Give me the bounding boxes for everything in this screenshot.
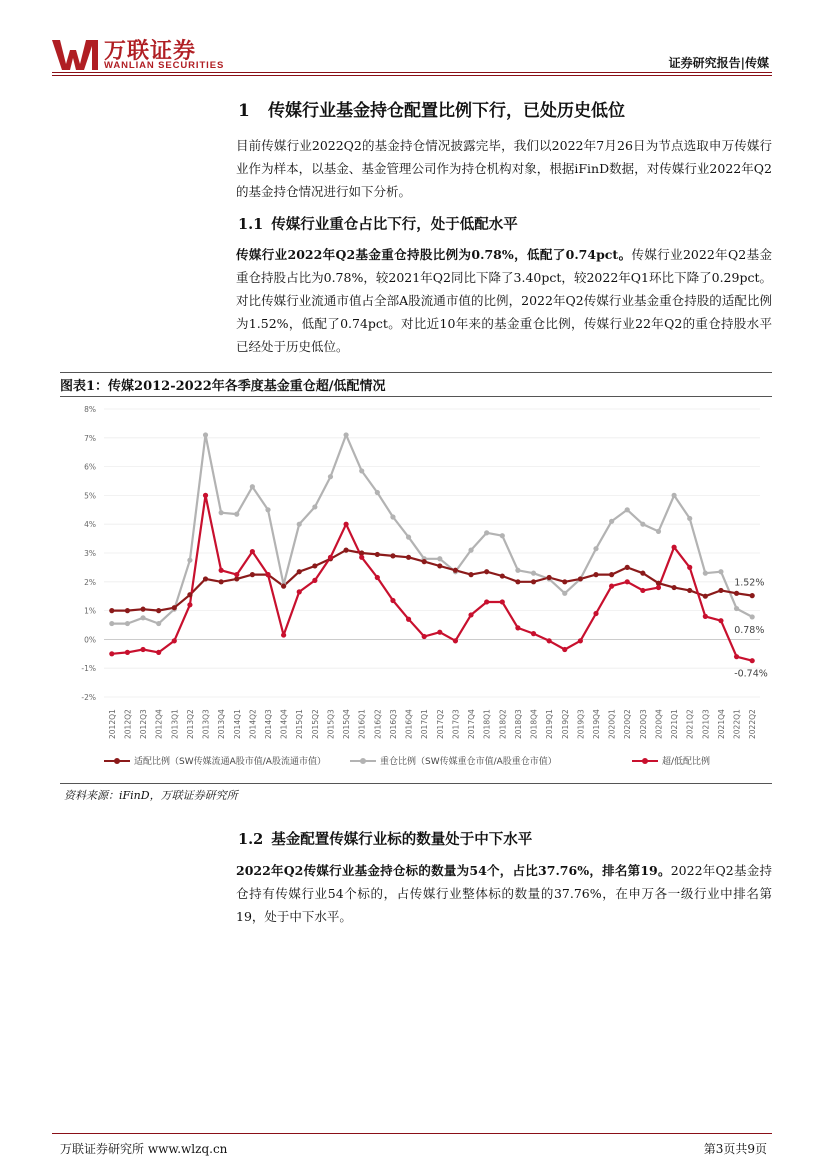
- data-point: [484, 569, 489, 574]
- data-point: [375, 575, 380, 580]
- data-point: [562, 647, 567, 652]
- legend-label: 适配比例（SW传媒流通A股市值/A股流通市值）: [134, 757, 326, 767]
- x-tick-label: 2022Q1: [732, 709, 742, 739]
- data-point: [437, 556, 442, 561]
- data-point: [718, 588, 723, 593]
- data-point: [172, 605, 177, 610]
- x-tick-label: 2013Q2: [185, 709, 195, 739]
- x-tick-label: 2018Q3: [513, 709, 523, 739]
- data-point: [515, 625, 520, 630]
- data-point: [422, 559, 427, 564]
- x-tick-label: 2013Q4: [217, 709, 227, 739]
- x-tick-label: 2019Q4: [592, 709, 601, 739]
- data-point: [531, 571, 536, 576]
- section-1-2-title: 基金配置传媒行业标的数量处于中下水平: [271, 831, 533, 848]
- figure-bottom-rule: [60, 783, 772, 784]
- data-point: [625, 579, 630, 584]
- section-1-2-paragraph: [236, 859, 772, 928]
- x-tick-label: 2021Q4: [716, 709, 726, 739]
- x-tick-label: 2016Q3: [388, 709, 398, 739]
- data-point: [640, 522, 645, 527]
- x-tick-label: 2017Q4: [467, 709, 477, 739]
- data-point: [468, 572, 473, 577]
- y-tick-label: 0%: [84, 635, 96, 645]
- x-tick-label: 2020Q3: [638, 709, 648, 739]
- data-point: [187, 602, 192, 607]
- legend-marker: [114, 758, 120, 764]
- data-point: [219, 510, 224, 515]
- data-point: [125, 650, 130, 655]
- data-point: [343, 432, 348, 437]
- x-tick-label: 2015Q3: [326, 709, 336, 739]
- x-tick-label: 2017Q3: [451, 709, 461, 739]
- report-type: 证券研究报告|传媒: [668, 56, 769, 70]
- y-tick-label: 5%: [84, 491, 96, 501]
- data-point: [718, 569, 723, 574]
- x-tick-label: 2017Q2: [435, 709, 445, 739]
- x-tick-label: 2013Q1: [170, 709, 180, 739]
- figure-title: 图表1：传媒2012-2022年各季度基金重仓超/低配情况: [60, 372, 772, 397]
- data-point: [437, 630, 442, 635]
- section-1-1-title: 传媒行业重仓占比下行，处于低配水平: [271, 216, 518, 233]
- data-point: [297, 589, 302, 594]
- x-tick-label: 2022Q2: [748, 709, 758, 739]
- data-point: [640, 571, 645, 576]
- footer-divider: [52, 1133, 772, 1134]
- data-point: [484, 599, 489, 604]
- data-point: [468, 548, 473, 553]
- data-point: [609, 519, 614, 524]
- data-point: [671, 493, 676, 498]
- header-divider-thin: [52, 75, 772, 76]
- data-point: [593, 572, 598, 577]
- data-point: [359, 555, 364, 560]
- section-1-title: 传媒行业基金持仓配置比例下行，已处历史低位: [268, 101, 625, 121]
- data-point: [328, 555, 333, 560]
- y-tick-label: 3%: [84, 549, 96, 558]
- data-point: [750, 658, 755, 663]
- footer-website: 万联证券研究所 www.wlzq.cn: [60, 1142, 228, 1156]
- section-1-1-paragraph: [236, 243, 772, 358]
- data-point: [578, 576, 583, 581]
- section-1-1-heading: [238, 213, 518, 234]
- x-tick-label: 2014Q1: [232, 709, 242, 739]
- data-point: [140, 615, 145, 620]
- data-point: [281, 632, 286, 637]
- data-point: [687, 516, 692, 521]
- data-point: [219, 579, 224, 584]
- x-tick-label: 2016Q1: [357, 709, 367, 739]
- data-point: [453, 568, 458, 573]
- data-point: [297, 522, 302, 527]
- data-point: [234, 572, 239, 577]
- data-point: [406, 617, 411, 622]
- data-point: [125, 621, 130, 626]
- y-tick-label: -1%: [81, 664, 96, 674]
- x-tick-label: 2019Q1: [545, 709, 555, 739]
- data-point: [156, 608, 161, 613]
- x-tick-label: 2012Q2: [123, 709, 133, 739]
- data-point: [281, 584, 286, 589]
- data-label: -0.74%: [734, 668, 768, 680]
- logo-english-text: WANLIAN SECURITIES: [104, 60, 225, 71]
- data-point: [422, 634, 427, 639]
- data-point: [468, 612, 473, 617]
- x-tick-label: 2012Q4: [154, 709, 164, 739]
- y-tick-label: 1%: [84, 606, 96, 616]
- data-point: [250, 484, 255, 489]
- data-point: [328, 474, 333, 479]
- x-tick-label: 2015Q4: [342, 709, 352, 739]
- x-tick-label: 2021Q1: [670, 709, 680, 739]
- series-line-1: [112, 435, 752, 624]
- section-1-2-lead: 2022年Q2传媒行业基金持仓标的数量为54个，占比37.76%，排名第19。: [236, 863, 671, 878]
- x-tick-label: 2012Q3: [139, 709, 149, 739]
- data-point: [734, 606, 739, 611]
- data-point: [312, 578, 317, 583]
- data-point: [109, 621, 114, 626]
- data-point: [140, 607, 145, 612]
- x-tick-label: 2016Q4: [404, 709, 414, 739]
- data-point: [500, 599, 505, 604]
- x-tick-label: 2019Q3: [576, 709, 586, 739]
- data-point: [453, 638, 458, 643]
- y-tick-label: 6%: [84, 462, 96, 472]
- x-tick-label: 2021Q2: [685, 709, 695, 739]
- x-tick-label: 2021Q3: [701, 709, 711, 739]
- x-tick-label: 2018Q2: [498, 709, 508, 739]
- data-point: [219, 568, 224, 573]
- header-divider: [52, 72, 772, 73]
- data-point: [609, 572, 614, 577]
- data-point: [187, 558, 192, 563]
- x-tick-label: 2018Q1: [482, 709, 492, 739]
- y-tick-label: 2%: [84, 577, 96, 587]
- data-point: [750, 593, 755, 598]
- section-1-2-heading: [238, 828, 532, 849]
- section-1-2-number: 1.2: [238, 831, 264, 848]
- data-point: [250, 549, 255, 554]
- data-point: [593, 546, 598, 551]
- x-tick-label: 2020Q1: [607, 709, 617, 739]
- data-point: [609, 584, 614, 589]
- x-tick-label: 2017Q1: [420, 709, 430, 739]
- x-tick-label: 2016Q2: [373, 709, 383, 739]
- data-point: [406, 535, 411, 540]
- section-1-1-number: 1.1: [238, 216, 264, 233]
- data-point: [578, 638, 583, 643]
- data-point: [406, 555, 411, 560]
- legend-label: 重仓比例（SW传媒重仓市值/A股重仓市值）: [380, 757, 557, 767]
- data-point: [703, 571, 708, 576]
- data-point: [687, 588, 692, 593]
- data-point: [656, 529, 661, 534]
- x-tick-label: 2018Q4: [529, 709, 539, 739]
- data-point: [156, 650, 161, 655]
- data-point: [703, 594, 708, 599]
- data-point: [547, 575, 552, 580]
- data-point: [312, 563, 317, 568]
- section-1-2-body: 2022年Q2基金持仓持有传媒行业54个标的，占传媒行业整体标的数量的37.76%，在申万各一级行业中排名第19，处于中下水平。: [236, 863, 773, 924]
- fund-allocation-chart: [60, 395, 772, 783]
- data-point: [109, 651, 114, 656]
- x-tick-label: 2019Q2: [560, 709, 570, 739]
- x-tick-label: 2015Q1: [295, 709, 305, 739]
- data-point: [734, 591, 739, 596]
- data-point: [531, 631, 536, 636]
- data-label: 0.78%: [734, 624, 765, 636]
- section-1-1-lead: 传媒行业2022年Q2基金重仓持股比例为0.78%，低配了0.74pct。: [236, 247, 632, 262]
- data-point: [234, 512, 239, 517]
- y-tick-label: 7%: [84, 433, 96, 443]
- x-tick-label: 2014Q3: [264, 709, 273, 739]
- data-point: [734, 654, 739, 659]
- data-point: [531, 579, 536, 584]
- data-point: [187, 592, 192, 597]
- data-point: [515, 579, 520, 584]
- data-point: [656, 585, 661, 590]
- data-point: [687, 565, 692, 570]
- section-1-intro: 目前传媒行业2022Q2的基金持仓情况披露完毕，我们以2022年7月26日为节点选取申万传媒行业作为样本，以基金、基金管理公司作为持仓机构对象，根据iFinD数据，对传媒行业2022年Q2的基金持仓情况进行如下分析。: [236, 138, 772, 199]
- data-point: [359, 468, 364, 473]
- legend-marker: [360, 758, 366, 764]
- data-point: [375, 490, 380, 495]
- x-tick-label: 2013Q3: [201, 709, 211, 739]
- data-point: [390, 514, 395, 519]
- y-tick-label: 8%: [84, 405, 96, 414]
- data-point: [125, 608, 130, 613]
- data-point: [671, 585, 676, 590]
- data-point: [593, 611, 598, 616]
- wanlian-logo-icon: [52, 38, 100, 70]
- data-point: [312, 504, 317, 509]
- data-point: [500, 533, 505, 538]
- data-point: [390, 598, 395, 603]
- section-1-1-body: 传媒行业2022年Q2基金重仓持股占比为0.78%，较2021年Q2同比下降了3.40pct，较2022年Q1环比下降了0.29pct。对比传媒行业流通市值占全部A股流通市值的比例，2022年Q2传媒行业基金重仓持股的适配比例为1.52%，低配了0.74pct。对比近10年来的基金重仓比例，传媒行业22年Q2的重仓持股水平已经处于历史低位。: [236, 247, 772, 354]
- section-1-number: 1: [238, 101, 250, 121]
- data-point: [203, 432, 208, 437]
- x-tick-label: 2015Q2: [310, 709, 320, 739]
- x-tick-label: 2012Q1: [107, 709, 117, 739]
- data-point: [250, 572, 255, 577]
- data-point: [703, 614, 708, 619]
- figure-source: 资料来源：iFinD，万联证券研究所: [64, 789, 238, 802]
- x-tick-label: 2014Q4: [279, 709, 289, 739]
- data-point: [265, 572, 270, 577]
- data-point: [390, 553, 395, 558]
- data-point: [343, 522, 348, 527]
- data-point: [547, 638, 552, 643]
- logo-chinese-text: 万联证券: [104, 39, 197, 64]
- data-point: [562, 579, 567, 584]
- section-1-heading: [238, 96, 625, 121]
- y-tick-label: -2%: [81, 693, 96, 702]
- data-point: [640, 588, 645, 593]
- data-point: [562, 591, 567, 596]
- data-point: [203, 576, 208, 581]
- y-tick-label: 4%: [84, 520, 96, 530]
- legend-marker: [642, 758, 648, 764]
- data-point: [500, 573, 505, 578]
- data-point: [265, 507, 270, 512]
- data-point: [343, 548, 348, 553]
- data-point: [718, 618, 723, 623]
- data-point: [515, 568, 520, 573]
- x-tick-label: 2020Q4: [654, 709, 664, 739]
- data-point: [172, 638, 177, 643]
- data-point: [140, 647, 145, 652]
- data-point: [437, 563, 442, 568]
- page-number: 第3页共9页: [703, 1142, 767, 1156]
- data-label: 1.52%: [734, 577, 765, 589]
- data-point: [484, 530, 489, 535]
- data-point: [375, 552, 380, 557]
- legend-label: 超/低配比例: [662, 757, 711, 767]
- data-point: [625, 565, 630, 570]
- data-point: [203, 493, 208, 498]
- data-point: [297, 569, 302, 574]
- data-point: [109, 608, 114, 613]
- data-point: [156, 621, 161, 626]
- data-point: [671, 545, 676, 550]
- x-tick-label: 2014Q2: [248, 709, 258, 739]
- data-point: [625, 507, 630, 512]
- x-tick-label: 2020Q2: [623, 709, 633, 739]
- data-point: [750, 614, 755, 619]
